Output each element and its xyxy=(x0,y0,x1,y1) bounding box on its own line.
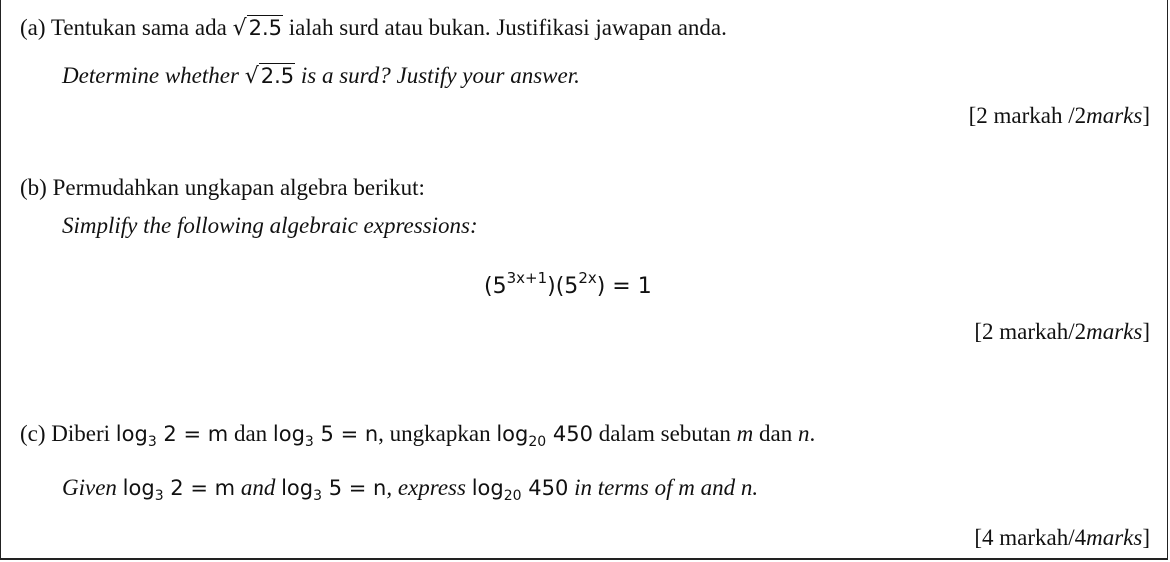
log-base: 3 xyxy=(147,434,157,450)
qc-en-given: Given xyxy=(62,475,117,500)
log-fn: log xyxy=(496,422,529,446)
qc-en-tail: in terms of m and n. xyxy=(574,475,759,500)
log-expr-en-2 xyxy=(281,476,387,504)
sqrt-expression-en: √2.5 xyxy=(244,64,295,89)
qb-equation xyxy=(484,264,652,301)
log-fn: log xyxy=(115,422,148,446)
eq-base2: )(5 xyxy=(547,274,579,299)
surd-value: 2.5 xyxy=(248,16,282,40)
qb-marks-bracket: ] xyxy=(1142,319,1150,344)
log-en-eq2-rhs: 5 = n xyxy=(328,476,387,500)
log-fn: log xyxy=(122,476,155,500)
log-arg: 450 xyxy=(552,422,593,446)
log-expr-2 xyxy=(272,422,379,450)
qb-english-line xyxy=(62,212,478,240)
log-eq2-rhs: 5 = n xyxy=(320,422,379,446)
qb-malay-line xyxy=(20,174,425,202)
qa-malay-line xyxy=(20,14,727,43)
qc-marks-english: marks xyxy=(1086,525,1143,550)
qa-marks-english: marks xyxy=(1086,103,1143,128)
qa-malay-pre: Tentukan sama ada xyxy=(50,15,227,40)
log-fn: log xyxy=(471,476,504,500)
log-en-eq1-rhs: 2 = m xyxy=(170,476,236,500)
log-base-20: 20 xyxy=(503,488,522,504)
log-base: 3 xyxy=(304,434,314,450)
qc-and: dan xyxy=(233,421,268,446)
qb-label: (b) xyxy=(20,175,47,200)
sqrt-expression: √2.5 xyxy=(232,16,282,41)
qc-express: , ungkapkan xyxy=(378,421,491,446)
period: . xyxy=(809,421,816,446)
qb-marks-english: marks xyxy=(1086,319,1143,344)
qc-marks-malay: [4 markah/4 xyxy=(974,525,1087,550)
qc-en-express: , express xyxy=(386,475,466,500)
qb-marks xyxy=(974,318,1150,346)
var-m: m xyxy=(736,421,754,446)
surd-value-en: 2.5 xyxy=(260,64,295,88)
qa-english-line xyxy=(62,62,580,91)
qa-english-pre: Determine whether xyxy=(62,63,239,88)
qb-english-text: Simplify the following algebraic expressions: xyxy=(62,213,478,238)
qb-malay-text: Permudahkan ungkapan algebra berikut: xyxy=(52,175,425,200)
qa-marks xyxy=(969,102,1150,130)
eq-exponent2: 2x xyxy=(578,269,597,287)
qc-en-and: and xyxy=(240,475,276,500)
var-n: n xyxy=(798,421,810,446)
qc-malay-line xyxy=(20,420,815,456)
eq-exponent1: 3x+1 xyxy=(506,269,548,287)
qa-marks-malay: [2 markah /2 xyxy=(968,103,1087,128)
log-expr-3 xyxy=(496,422,593,450)
eq-base1: (5 xyxy=(484,274,507,299)
qa-malay-post: ialah surd atau bukan. Justifikasi jawapan anda. xyxy=(288,15,727,40)
qa-english-post: is a surd? Justify your answer. xyxy=(300,63,580,88)
qc-tail: dalam sebutan xyxy=(598,421,731,446)
log-eq1-rhs: 2 = m xyxy=(163,422,229,446)
qc-label: (c) xyxy=(20,421,46,446)
qb-marks-malay: [2 markah/2 xyxy=(974,319,1087,344)
qc-marks xyxy=(974,524,1150,552)
qa-marks-bracket: ] xyxy=(1142,103,1150,128)
eq-rhs: ) = 1 xyxy=(596,274,652,299)
qa-label: (a) xyxy=(20,15,46,40)
log-expr-en-1 xyxy=(122,476,236,504)
qc-marks-bracket: ] xyxy=(1142,525,1150,550)
log-expr-1 xyxy=(115,422,229,450)
log-arg: 450 xyxy=(528,476,569,500)
log-base-20: 20 xyxy=(528,434,547,450)
log-fn: log xyxy=(272,422,305,446)
log-expr-en-3 xyxy=(471,476,569,504)
log-base: 3 xyxy=(154,488,164,504)
qc-dan: dan xyxy=(759,421,793,446)
log-fn: log xyxy=(281,476,314,500)
qc-given: Diberi xyxy=(51,421,111,446)
qc-english-line xyxy=(62,474,758,510)
log-base: 3 xyxy=(313,488,322,504)
